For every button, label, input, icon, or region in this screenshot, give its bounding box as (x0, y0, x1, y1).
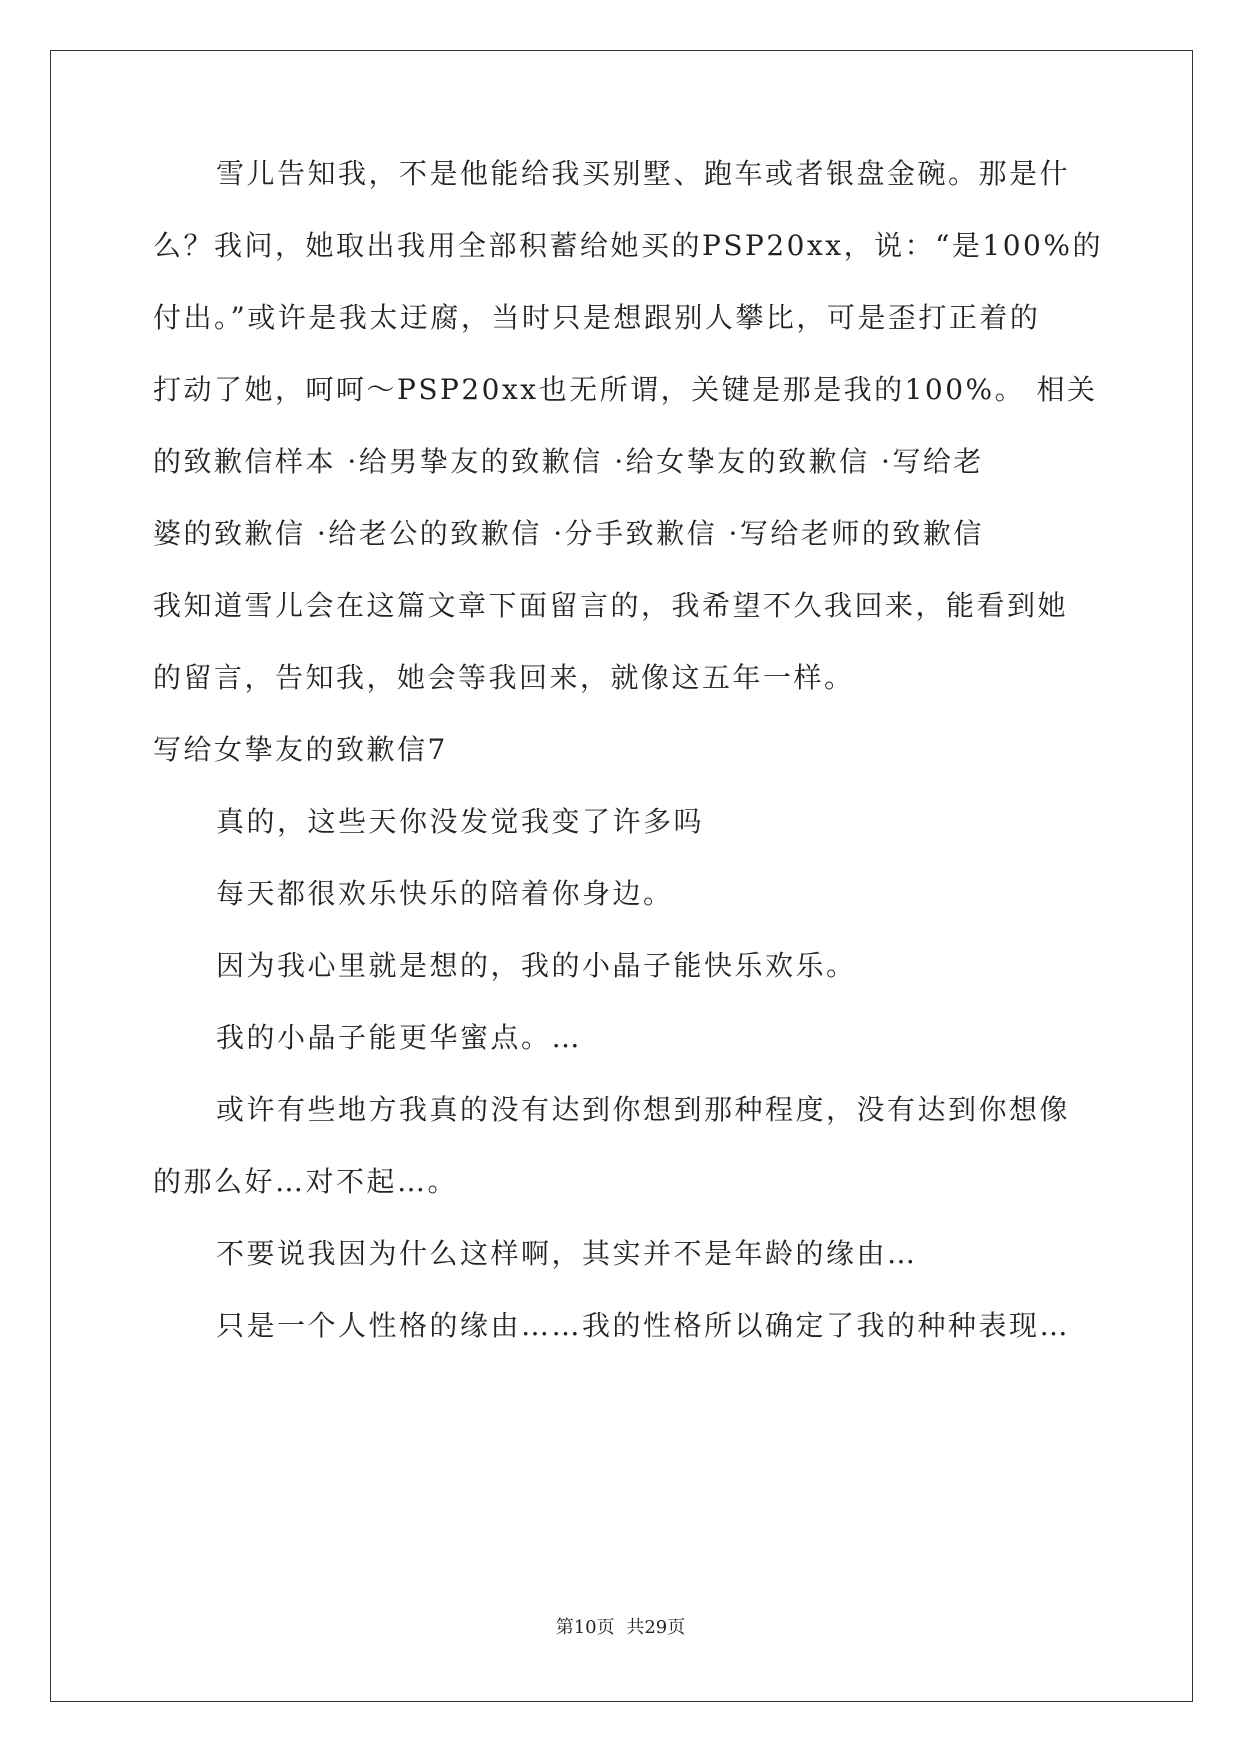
text-line-4: 打动了她，呵呵～PSP20xx也无所谓，关键是那是我的100%。 相关 (153, 373, 1098, 406)
text-line-5: 的致歉信样本 ·给男挚友的致歉信 ·给女挚友的致歉信 ·写给老 (153, 445, 984, 478)
text-line-7: 我知道雪儿会在这篇文章下面留言的，我希望不久我回来，能看到她 (153, 589, 1069, 622)
text-line-11: 每天都很欢乐快乐的陪着你身边。 (216, 877, 674, 910)
text-line-10: 真的，这些天你没发觉我变了许多吗 (216, 805, 705, 838)
text-line-17: 只是一个人性格的缘由……我的性格所以确定了我的种种表现… (216, 1309, 1071, 1342)
text-line-13: 我的小晶子能更华蜜点。… (216, 1021, 583, 1054)
text-line-15: 的那么好…对不起…。 (153, 1165, 459, 1198)
text-line-12: 因为我心里就是想的，我的小晶子能快乐欢乐。 (216, 949, 857, 982)
text-line-1: 雪儿告知我，不是他能给我买别墅、跑车或者银盘金碗。那是什 (216, 157, 1071, 190)
text-line-6: 婆的致歉信 ·给老公的致歉信 ·分手致歉信 ·写给老师的致歉信 (153, 517, 984, 550)
page-number-footer: 第10页 共29页 (555, 1617, 686, 1638)
text-line-14: 或许有些地方我真的没有达到你想到那种程度，没有达到你想像 (216, 1093, 1071, 1126)
section-heading: 写给女挚友的致歉信7 (153, 733, 448, 766)
text-line-16: 不要说我因为什么这样啊，其实并不是年龄的缘由… (216, 1237, 918, 1270)
text-line-8: 的留言，告知我，她会等我回来，就像这五年一样。 (153, 661, 855, 694)
text-line-2: 么？我问，她取出我用全部积蓄给她买的PSP20xx，说：“是100%的 (153, 229, 1103, 262)
text-line-3: 付出。”或许是我太迂腐，当时只是想跟别人攀比，可是歪打正着的 (153, 301, 1041, 334)
